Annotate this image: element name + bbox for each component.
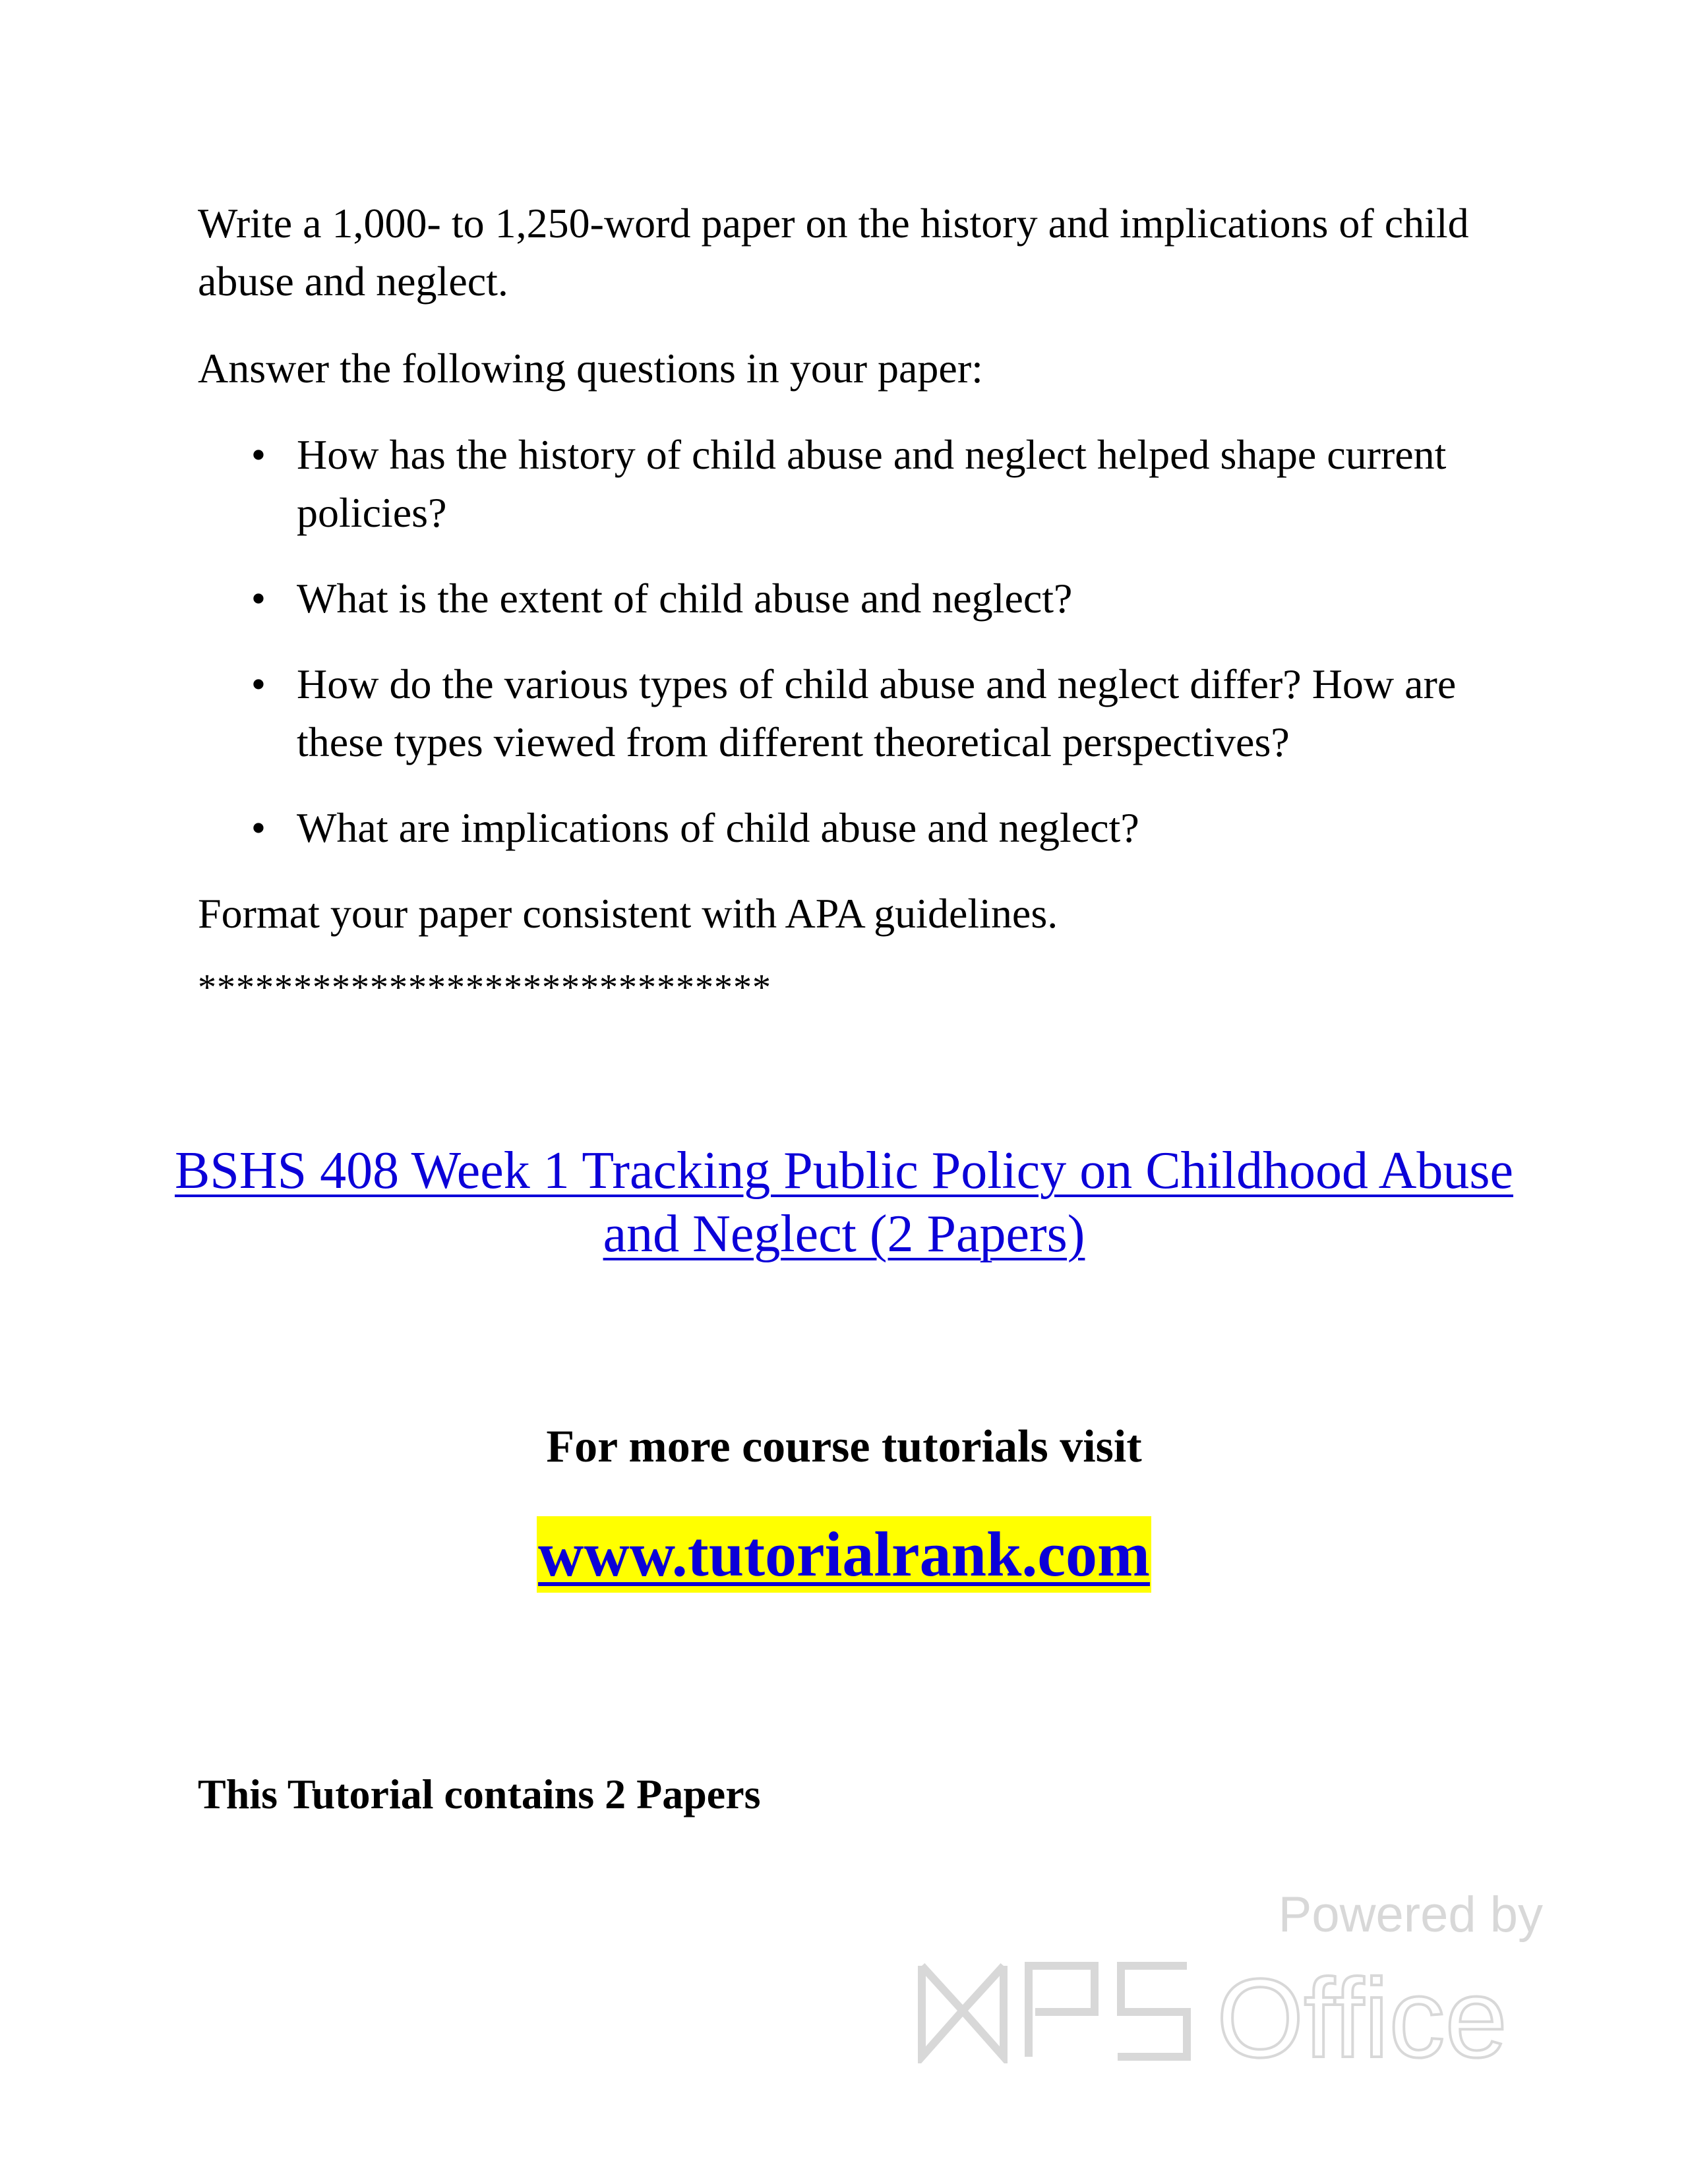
svg-text:Office: Office xyxy=(1217,1958,1507,2063)
question-text: How do the various types of child abuse and neglect differ? How are these types viewed from different theoretical perspectives? xyxy=(297,661,1457,765)
website-link[interactable]: www.tutorialrank.com xyxy=(537,1516,1151,1593)
question-text: What is the extent of child abuse and neglect? xyxy=(297,575,1073,622)
list-item xyxy=(198,799,1490,857)
course-title-link[interactable]: BSHS 408 Week 1 Tracking Public Policy on Childhood Abuse and Neglect (2 Papers) xyxy=(175,1142,1513,1263)
questions-lead: Answer the following questions in your paper: xyxy=(198,345,983,392)
wps-watermark xyxy=(917,1885,1543,2070)
website-link-wrapper xyxy=(0,1516,1688,1593)
bullet-icon: • xyxy=(251,661,266,707)
format-note: Format your paper consistent with APA guidelines. xyxy=(198,890,1058,937)
bullet-icon: • xyxy=(251,575,266,622)
question-text: What are implications of child abuse and neglect? xyxy=(297,804,1139,851)
powered-by-text: Powered by xyxy=(1278,1887,1543,1943)
tutorial-contains-note: This Tutorial contains 2 Papers xyxy=(198,1771,761,1817)
bullet-icon: • xyxy=(251,804,266,851)
separator-line: ****************************** xyxy=(198,967,771,1008)
list-item xyxy=(198,655,1490,771)
questions-list xyxy=(198,426,1490,885)
intro-paragraph: Write a 1,000- to 1,250-word paper on the history and implications of child abuse and neglect. xyxy=(198,200,1469,305)
question-text: How has the history of child abuse and neglect helped shape current policies? xyxy=(297,431,1447,536)
more-tutorials-heading: For more course tutorials visit xyxy=(546,1421,1142,1472)
list-item xyxy=(198,426,1490,542)
wps-office-logo-icon xyxy=(917,1958,1543,2063)
bullet-icon: • xyxy=(251,431,266,478)
list-item xyxy=(198,570,1490,628)
